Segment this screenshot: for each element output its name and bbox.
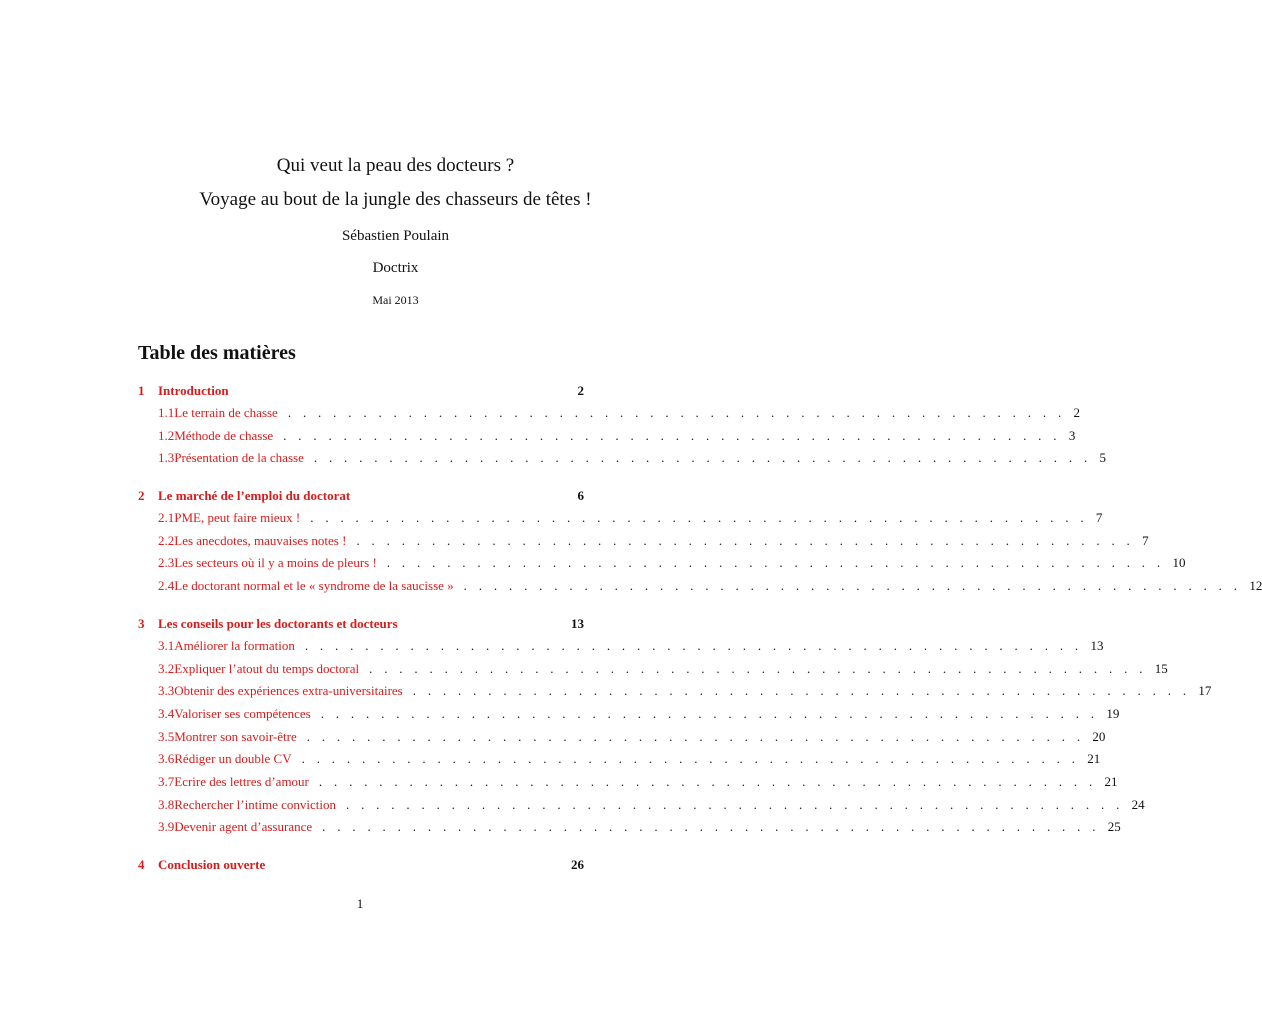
table-of-contents: [138, 380, 1262, 876]
toc-subsection-entry[interactable]: [138, 771, 1118, 794]
toc-subsection-page: 10: [1172, 555, 1186, 571]
toc-subsection-number[interactable]: 3.3: [158, 683, 175, 699]
toc-subsection-page: 24: [1131, 796, 1145, 812]
toc-dot-leader: . . . . . . . . . . . . . . . . . . . . . . . . . . . . . . . . . . . . . . . . . . . . . . . . . . . .: [463, 578, 1242, 594]
toc-subsection-number[interactable]: 3.7: [158, 773, 175, 789]
toc-subsection-link[interactable]: Expliquer l’atout du temps doctoral: [174, 660, 360, 676]
toc-section-entry[interactable]: [138, 380, 584, 402]
toc-subsection-page: 13: [1090, 637, 1104, 653]
toc-dot-leader: . . . . . . . . . . . . . . . . . . . . . . . . . . . . . . . . . . . . . . . . . . . . . . . . . . . .: [345, 796, 1124, 812]
toc-subsection-number[interactable]: 2.2: [158, 532, 175, 548]
toc-subsection-entry[interactable]: [138, 680, 1212, 703]
toc-subsection-number[interactable]: 2.4: [158, 578, 175, 594]
toc-section-page: 13: [571, 615, 584, 631]
toc-dot-leader: . . . . . . . . . . . . . . . . . . . . . . . . . . . . . . . . . . . . . . . . . . . . . . . . . . . .: [306, 728, 1085, 744]
toc-section-number[interactable]: 1: [138, 383, 145, 398]
toc-section-link[interactable]: Les conseils pour les doctorants et docteurs: [158, 615, 398, 631]
toc-dot-leader: . . . . . . . . . . . . . . . . . . . . . . . . . . . . . . . . . . . . . . . . . . . . . . . . . . . .: [320, 705, 1099, 721]
toc-subsection-number[interactable]: 1.3: [158, 450, 175, 466]
toc-dot-leader: . . . . . . . . . . . . . . . . . . . . . . . . . . . . . . . . . . . . . . . . . . . . . . . . . . . .: [313, 450, 1092, 466]
toc-subsection-number[interactable]: 3.2: [158, 660, 175, 676]
toc-subsection-page: 5: [1099, 450, 1106, 466]
toc-subsection-link[interactable]: Les anecdotes, mauvaises notes !: [174, 532, 347, 548]
toc-section-entry[interactable]: [138, 854, 584, 876]
toc-dot-leader: . . . . . . . . . . . . . . . . . . . . . . . . . . . . . . . . . . . . . . . . . . . . . . . . . . . .: [369, 660, 1147, 676]
toc-dot-leader: . . . . . . . . . . . . . . . . . . . . . . . . . . . . . . . . . . . . . . . . . . . . . . . . . . . .: [386, 555, 1165, 571]
toc-subsection-entry[interactable]: [138, 507, 1103, 530]
document-date: Mai 2013: [372, 293, 419, 307]
toc-subsection-number[interactable]: 3.5: [158, 728, 175, 744]
toc-dot-leader: . . . . . . . . . . . . . . . . . . . . . . . . . . . . . . . . . . . . . . . . . . . . . . . . . . . .: [356, 532, 1135, 548]
toc-section-link[interactable]: Conclusion ouverte: [158, 857, 266, 872]
toc-subsection-entry[interactable]: [138, 402, 1080, 425]
toc-subsection-number[interactable]: 2.1: [158, 510, 175, 526]
toc-subsection-link[interactable]: Rédiger un double CV: [174, 751, 292, 767]
toc-section-link[interactable]: Introduction: [158, 383, 229, 398]
toc-subsection-link[interactable]: Devenir agent d’assurance: [174, 819, 313, 835]
toc-heading: Table des matières: [138, 342, 296, 364]
toc-subsection-page: 15: [1154, 660, 1168, 676]
toc-subsection-page: 19: [1106, 705, 1120, 721]
toc-subsection-number[interactable]: 3.6: [158, 751, 175, 767]
toc-subsection-link[interactable]: Ecrire des lettres d’amour: [174, 773, 309, 789]
toc-section-page: 2: [577, 383, 584, 398]
toc-subsection-entry[interactable]: [138, 794, 1145, 817]
toc-section-gap: [138, 598, 584, 613]
toc-subsection-page: 21: [1087, 751, 1101, 767]
toc-dot-leader: . . . . . . . . . . . . . . . . . . . . . . . . . . . . . . . . . . . . . . . . . . . . . . . . . . . .: [304, 637, 1083, 653]
document-title-line-1: Qui veut la peau des docteurs ?: [276, 155, 515, 176]
toc-subsection-entry[interactable]: [138, 447, 1106, 470]
toc-section-entry[interactable]: [138, 613, 584, 635]
toc-subsection-link[interactable]: Montrer son savoir-être: [174, 728, 297, 744]
toc-dot-leader: . . . . . . . . . . . . . . . . . . . . . . . . . . . . . . . . . . . . . . . . . . . . . . . . . . . .: [310, 510, 1088, 526]
toc-section-number[interactable]: 2: [138, 488, 145, 504]
toc-subsection-number[interactable]: 2.3: [158, 555, 175, 571]
page-number: 1: [356, 896, 364, 911]
toc-dot-leader: . . . . . . . . . . . . . . . . . . . . . . . . . . . . . . . . . . . . . . . . . . . . . . . . . . . .: [301, 751, 1080, 767]
toc-subsection-number[interactable]: 3.8: [158, 796, 175, 812]
document-author: Sébastien Poulain: [341, 228, 450, 244]
toc-subsection-link[interactable]: Méthode de chasse: [174, 427, 274, 443]
toc-section-gap: [138, 839, 584, 854]
toc-subsection-entry[interactable]: [138, 816, 1121, 839]
document-organization: Doctrix: [372, 260, 419, 276]
toc-subsection-link[interactable]: Rechercher l’intime conviction: [174, 796, 336, 812]
toc-subsection-link[interactable]: Les secteurs où il y a moins de pleurs !: [174, 555, 377, 571]
toc-subsection-page: 7: [1095, 510, 1103, 526]
toc-subsection-page: 20: [1092, 728, 1106, 744]
toc-section-gap: [138, 470, 584, 485]
document-title-line-2: Voyage au bout de la jungle des chasseurs de têtes !: [199, 189, 592, 210]
toc-subsection-page: 21: [1104, 773, 1118, 789]
toc-section-page: 26: [571, 857, 584, 872]
toc-subsection-entry[interactable]: [138, 575, 1262, 598]
toc-subsection-number[interactable]: 1.1: [158, 405, 175, 420]
toc-subsection-entry[interactable]: [138, 425, 1076, 448]
toc-section-number[interactable]: 4: [138, 857, 145, 872]
toc-subsection-number[interactable]: 1.2: [158, 427, 175, 443]
toc-subsection-page: 17: [1198, 683, 1212, 699]
toc-subsection-number[interactable]: 3.9: [158, 819, 175, 835]
toc-subsection-entry[interactable]: [138, 552, 1186, 575]
toc-subsection-link[interactable]: Obtenir des expériences extra-universitaires: [174, 683, 403, 699]
toc-subsection-entry[interactable]: [138, 635, 1104, 658]
toc-dot-leader: . . . . . . . . . . . . . . . . . . . . . . . . . . . . . . . . . . . . . . . . . . . . . . . . . . . .: [322, 819, 1100, 835]
toc-subsection-link[interactable]: Le terrain de chasse: [174, 405, 278, 420]
toc-subsection-entry[interactable]: [138, 726, 1106, 749]
toc-section-link[interactable]: Le marché de l’emploi du doctorat: [158, 488, 351, 504]
toc-subsection-link[interactable]: PME, peut faire mieux !: [174, 510, 301, 526]
toc-dot-leader: . . . . . . . . . . . . . . . . . . . . . . . . . . . . . . . . . . . . . . . . . . . . . . . . . . . .: [412, 683, 1191, 699]
toc-subsection-page: 2: [1073, 405, 1080, 420]
toc-subsection-link[interactable]: Présentation de la chasse: [174, 450, 304, 466]
toc-subsection-link[interactable]: Améliorer la formation: [174, 637, 295, 653]
toc-subsection-page: 12: [1249, 578, 1262, 594]
toc-dot-leader: . . . . . . . . . . . . . . . . . . . . . . . . . . . . . . . . . . . . . . . . . . . . . . . . . . . .: [287, 405, 1066, 420]
toc-section-entry[interactable]: [138, 485, 584, 507]
toc-subsection-entry[interactable]: [138, 530, 1149, 553]
toc-section-number[interactable]: 3: [138, 615, 145, 631]
toc-subsection-number[interactable]: 3.4: [158, 705, 175, 721]
toc-subsection-entry[interactable]: [138, 658, 1168, 681]
toc-dot-leader: . . . . . . . . . . . . . . . . . . . . . . . . . . . . . . . . . . . . . . . . . . . . . . . . . . . .: [318, 773, 1097, 789]
toc-dot-leader: . . . . . . . . . . . . . . . . . . . . . . . . . . . . . . . . . . . . . . . . . . . . . . . . . . . .: [283, 427, 1061, 443]
toc-subsection-entry[interactable]: [138, 703, 1120, 726]
toc-subsection-page: 25: [1107, 819, 1121, 835]
toc-subsection-link[interactable]: Le doctorant normal et le « syndrome de la saucisse »: [174, 578, 454, 594]
toc-subsection-page: 7: [1142, 532, 1149, 548]
toc-subsection-link[interactable]: Valoriser ses compétences: [174, 705, 311, 721]
toc-subsection-number[interactable]: 3.1: [158, 637, 175, 653]
toc-section-page: 6: [577, 488, 584, 504]
toc-subsection-entry[interactable]: [138, 748, 1101, 771]
toc-subsection-page: 3: [1068, 427, 1076, 443]
